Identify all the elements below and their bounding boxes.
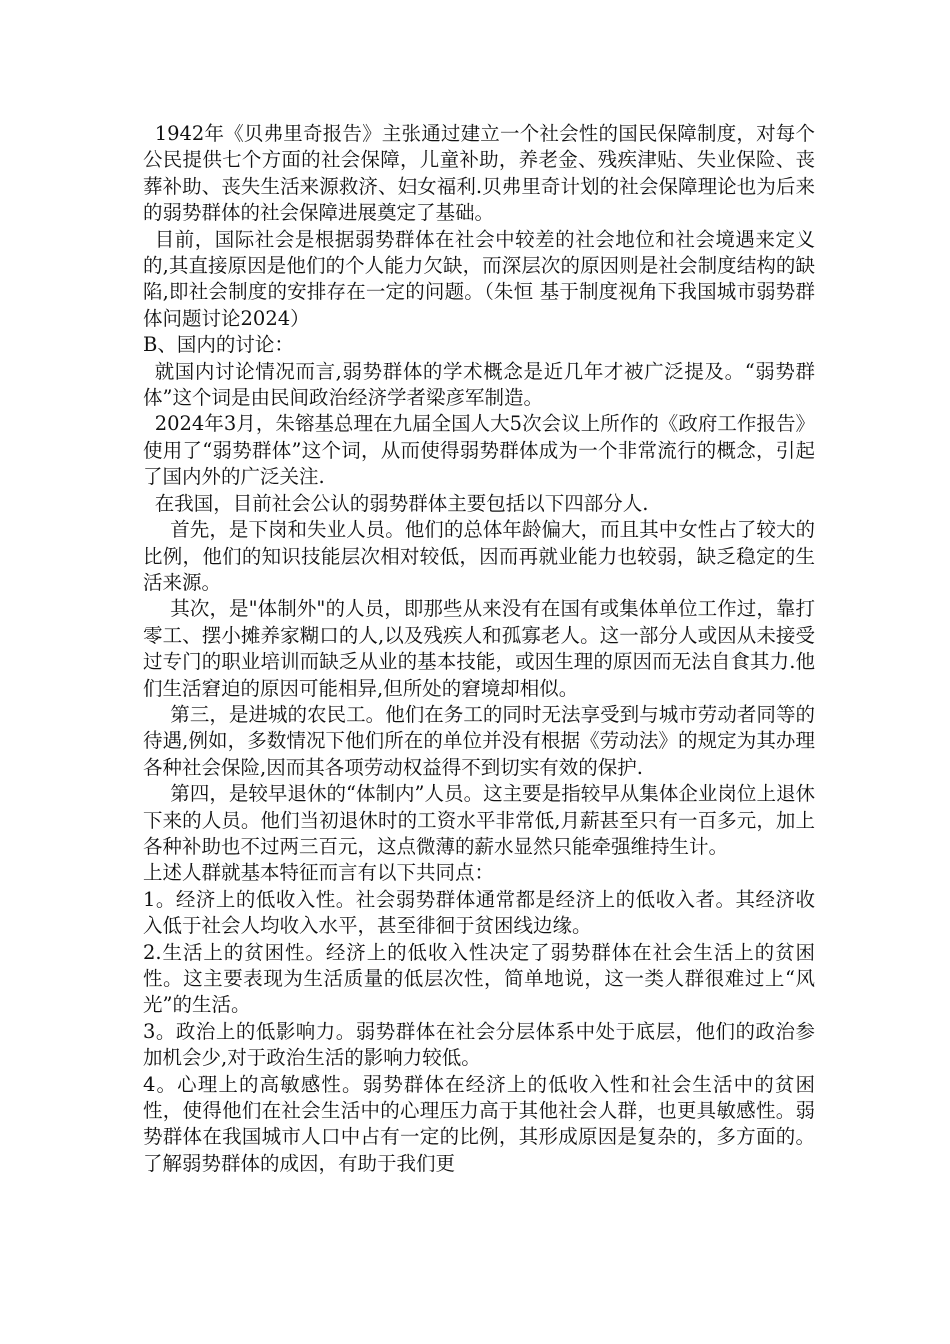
list-item-low-influence: 3。政治上的低影响力。弱势群体在社会分层体系中处于底层，他们的政治参加机会少,对于政治生活的影响力较低。 — [143, 1019, 815, 1070]
paragraph-fourth-group: 第四，是较早退休的“体制内”人员。这主要是指较早从集体企业岗位上退休下来的人员。他们当初退休时的工资水平非常低,月薪甚至只有一百多元，加上各种补助也不过两三百元，这点微薄的薪水显然只能牵强维持生计。 — [143, 782, 815, 858]
paragraph-second-group: 其次，是"体制外"的人员，即那些从来没有在国有或集体单位工作过，靠打零工、摆小摊养家糊口的人,以及残疾人和孤寡老人。这一部分人或因从未接受过专门的职业培训而缺乏从业的基本技能，或因生理的原因而无法自食其力.他们生活窘迫的原因可能相异,但所处的窘境却相似。 — [143, 597, 815, 700]
section-heading-domestic: B、国内的讨论： — [143, 333, 294, 357]
paragraph-common-features-intro: 上述人群就基本特征而言有以下共同点： — [143, 861, 495, 885]
list-item-poverty: 2.生活上的贫困性。经济上的低收入性决定了弱势群体在社会生活上的贫困性。这主要表现为生活质量的低层次性，简单地说，这一类人群很难过上“风光”的生活。 — [143, 940, 815, 1017]
paragraph-third-group: 第三，是进城的农民工。他们在务工的同时无法享受到与城市劳动者同等的待遇,例如，多数情况下他们所在的单位并没有根据《劳动法》的规定为其办理各种社会保险,因而其各项劳动权益得不到切实有效的保护. — [143, 702, 815, 779]
paragraph-government-report: 2024年3月，朱镕基总理在九届全国人大5次会议上所作的《政府工作报告》使用了“弱势群体”这个词，从而使得弱势群体成为一个非常流行的概念，引起了国内外的广泛关注. — [143, 412, 815, 489]
paragraph-international-definition: 目前，国际社会是根据弱势群体在社会中较差的社会地位和社会境遇来定义的,其直接原因是他们的个人能力欠缺，而深层次的原因则是社会制度结构的缺陷,即社会制度的安排存在一定的问题。（朱恒 基于制度视角下我国城市弱势群体问题讨论2024） — [143, 227, 815, 330]
list-item-low-income: 1。经济上的低收入性。社会弱势群体通常都是经济上的低收入者。其经济收入低于社会人均收入水平，甚至徘徊于贫困线边缘。 — [143, 887, 815, 938]
paragraph-first-group: 首先，是下岗和失业人员。他们的总体年龄偏大，而且其中女性占了较大的比例，他们的知识技能层次相对较低，因而再就业能力也较弱，缺乏稳定的生活来源。 — [143, 518, 815, 594]
paragraph-beveridge-report: 1942年《贝弗里奇报告》主张通过建立一个社会性的国民保障制度，对每个公民提供七个方面的社会保障，儿童补助，养老金、残疾津贴、失业保险、丧葬补助、丧失生活来源救济、妇女福利.贝弗里奇计划的社会保障理论也为后来的弱势群体的社会保障进展奠定了基础。 — [143, 122, 815, 225]
paragraph-four-groups-intro: 在我国，目前社会公认的弱势群体主要包括以下四部分人. — [154, 491, 649, 515]
document-body — [143, 121, 815, 1177]
paragraph-domestic-discussion: 就国内讨论情况而言,弱势群体的学术概念是近几年才被广泛提及。“弱势群体”这个词是由民间政治经济学者梁彦军制造。 — [143, 359, 815, 410]
list-item-high-sensitivity: 4。心理上的高敏感性。弱势群体在经济上的低收入性和社会生活中的贫困性，使得他们在社会生活中的心理压力高于其他社会人群，也更具敏感性。弱势群体在我国城市人口中占有一定的比例，其形成原因是复杂的，多方面的。了解弱势群体的成因，有助于我们更 — [143, 1072, 815, 1175]
